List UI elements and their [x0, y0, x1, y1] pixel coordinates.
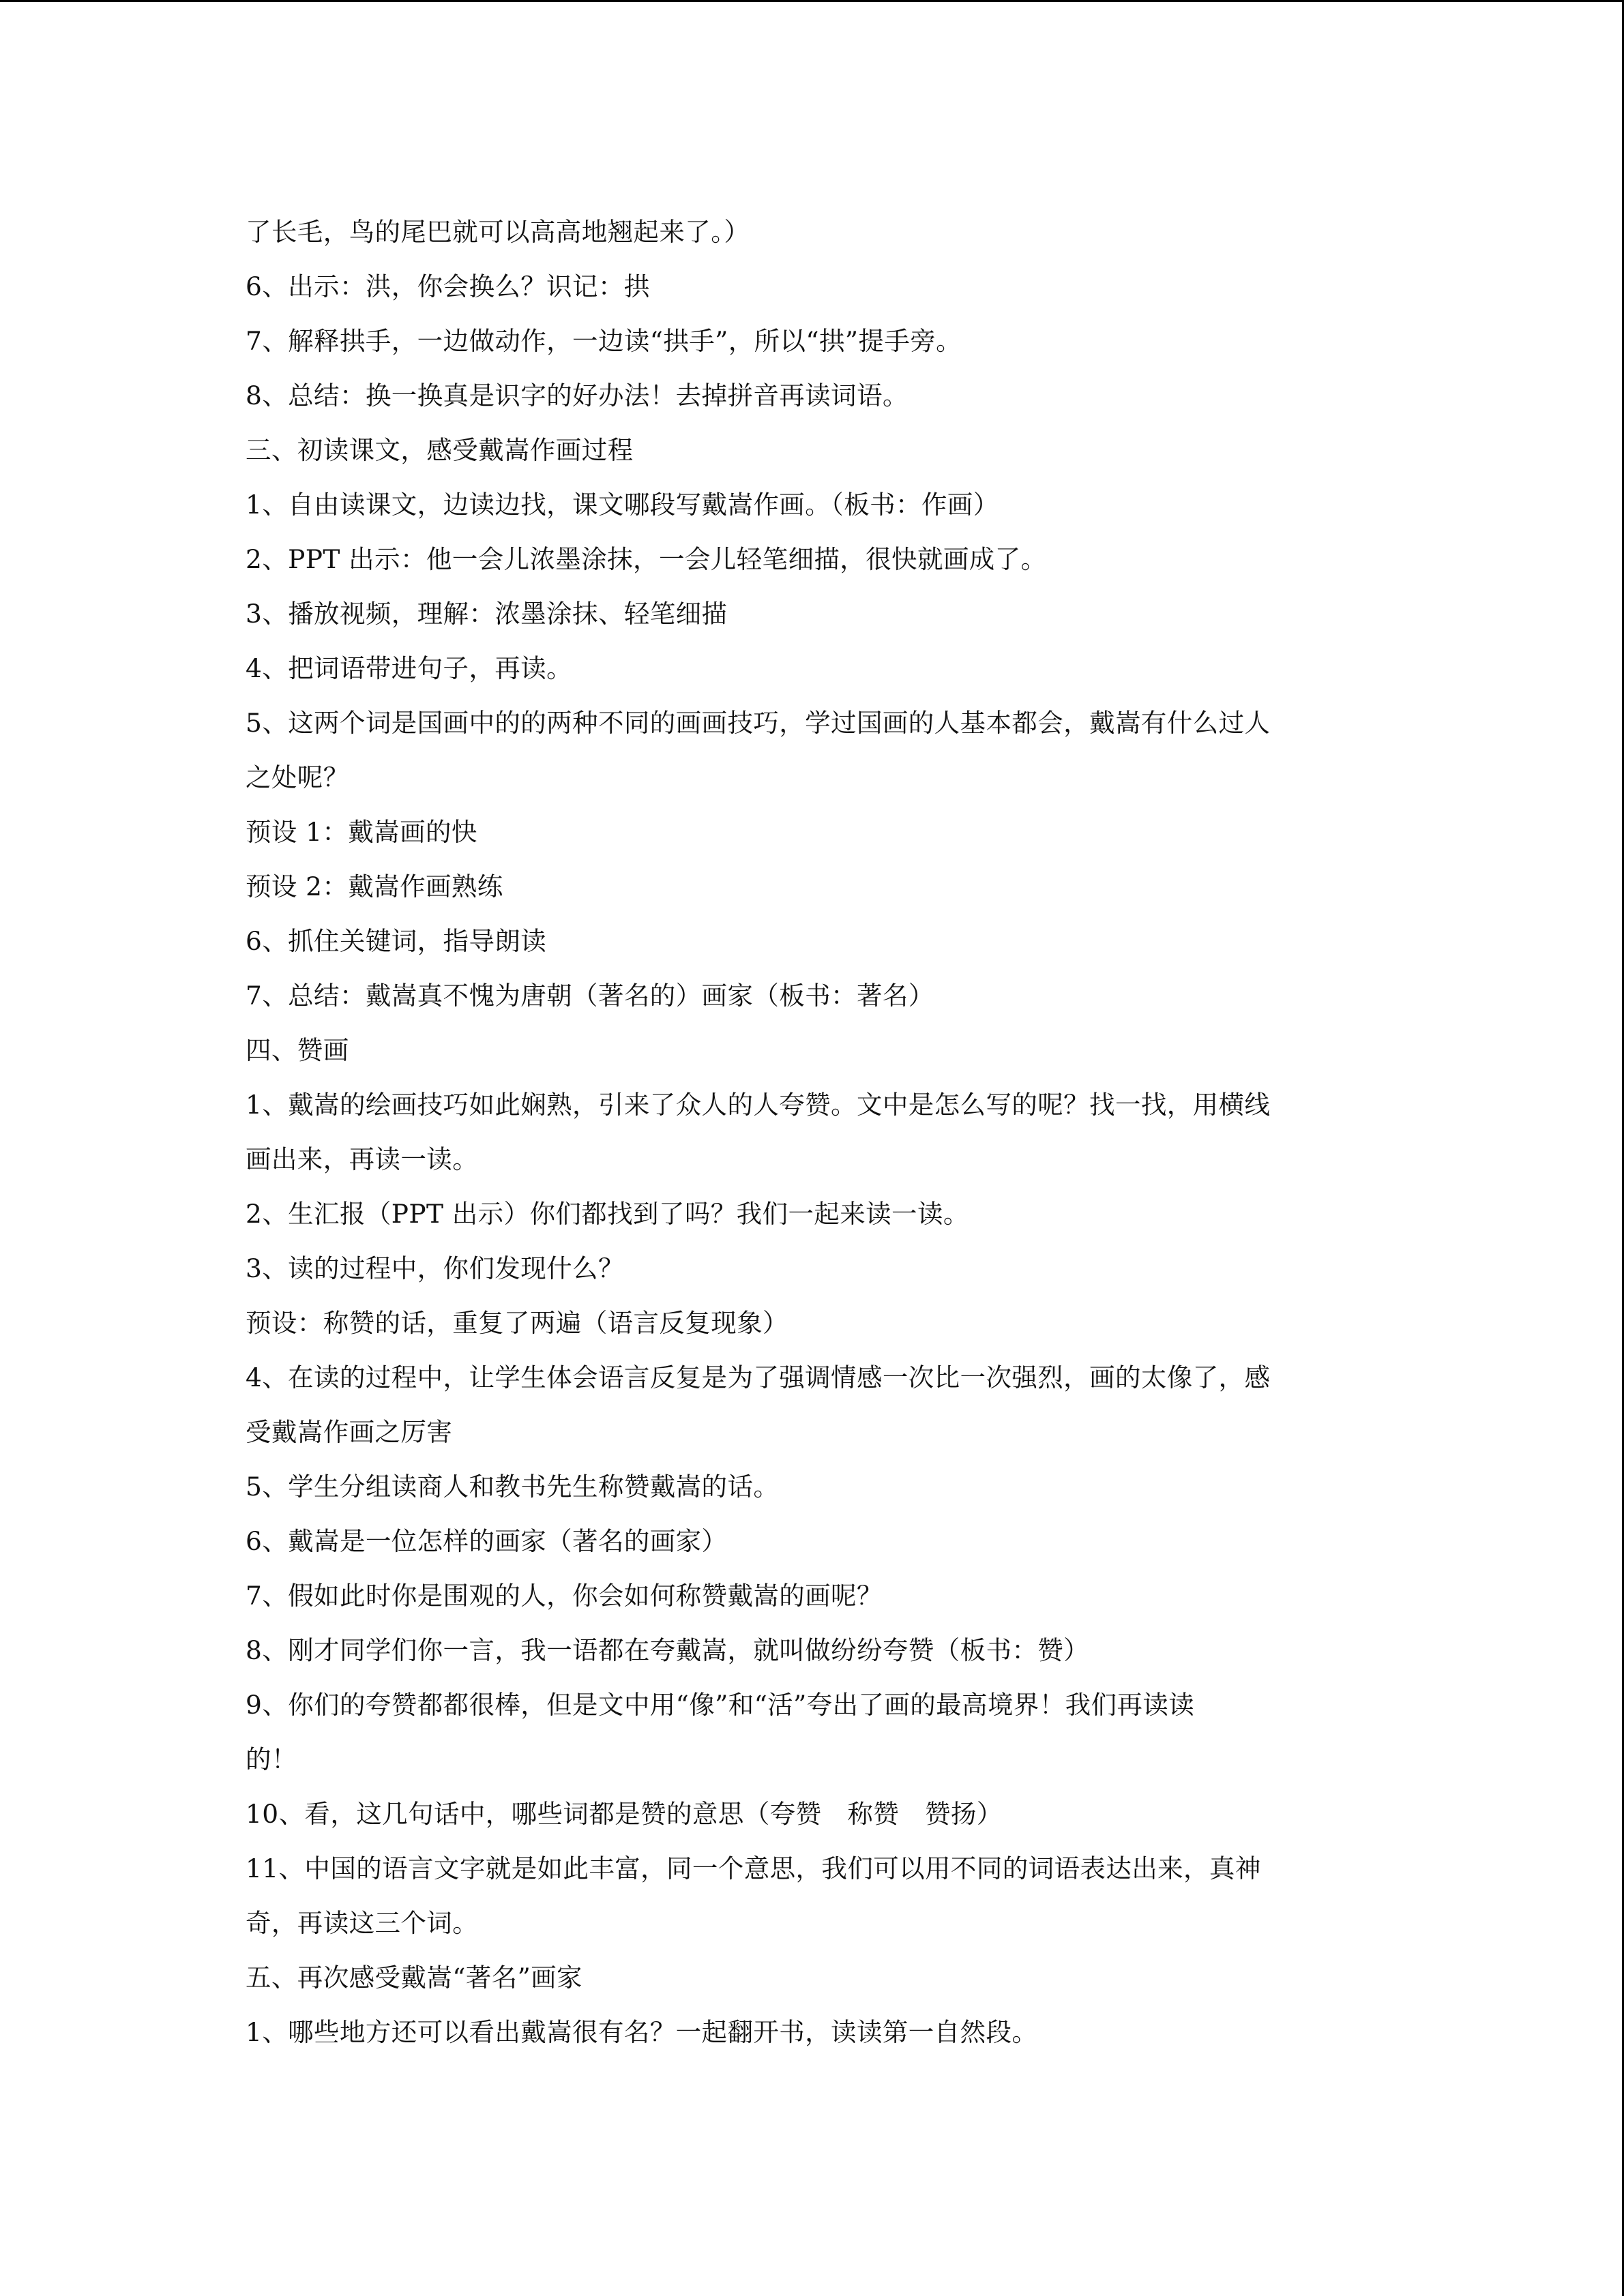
text-line: 8、刚才同学们你一言，我一语都在夸戴嵩，就叫做纷纷夸赞（板书：赞）	[246, 1635, 1090, 1665]
text-line: 3、播放视频，理解：浓墨涂抹、轻笔细描	[246, 599, 728, 629]
text-line: 6、出示：洪，你会换么？识记：拱	[246, 271, 650, 301]
text-line: 受戴嵩作画之厉害	[246, 1417, 453, 1447]
text-line: 3、读的过程中，你们发现什么？	[246, 1253, 624, 1283]
text-line: 5、这两个词是国画中的的两种不同的画画技巧，学过国画的人基本都会，戴嵩有什么过人	[246, 708, 1271, 738]
section-heading: 四、赞画	[246, 1035, 349, 1065]
text-line: 预设：称赞的话，重复了两遍（语言反复现象）	[246, 1308, 788, 1338]
section-heading: 五、再次感受戴嵩“著名”画家	[246, 1963, 582, 1993]
text-line: 10、看，这几句话中，哪些词都是赞的意思（夸赞 称赞 赞扬）	[246, 1799, 1003, 1829]
document-body	[246, 205, 1378, 2059]
text-line: 2、生汇报（PPT 出示）你们都找到了吗？我们一起来读一读。	[246, 1199, 969, 1229]
text-line: 奇，再读这三个词。	[246, 1908, 479, 1938]
text-line: 预设 2：戴嵩作画熟练	[246, 871, 503, 901]
text-line: 7、假如此时你是围观的人，你会如何称赞戴嵩的画呢？	[246, 1581, 883, 1611]
text-line: 1、哪些地方还可以看出戴嵩很有名？一起翻开书，读读第一自然段。	[246, 2017, 1038, 2047]
text-line: 2、PPT 出示：他一会儿浓墨涂抹，一会儿轻笔细描，很快就画成了。	[246, 544, 1047, 574]
text-line: 之处呢？	[246, 762, 349, 792]
text-line: 7、解释拱手，一边做动作，一边读“拱手”，所以“拱”提手旁。	[246, 326, 962, 356]
page-border-top	[0, 0, 1624, 2]
text-line: 6、抓住关键词，指导朗读	[246, 926, 547, 956]
text-line: 预设 1：戴嵩画的快	[246, 817, 477, 847]
text-line: 7、总结：戴嵩真不愧为唐朝（著名的）画家（板书：著名）	[246, 981, 934, 1011]
text-line: 9、你们的夸赞都都很棒，但是文中用“像”和“活”夸出了画的最高境界！我们再读读	[246, 1690, 1195, 1720]
text-line: 画出来，再读一读。	[246, 1144, 479, 1174]
text-line: 的！	[246, 1744, 297, 1774]
text-line: 5、学生分组读商人和教书先生称赞戴嵩的话。	[246, 1472, 780, 1502]
text-line: 1、自由读课文，边读边找，课文哪段写戴嵩作画。（板书：作画）	[246, 490, 999, 520]
text-line: 1、戴嵩的绘画技巧如此娴熟，引来了众人的人夸赞。文中是怎么写的呢？找一找，用横线	[246, 1090, 1271, 1120]
section-heading: 三、初读课文，感受戴嵩作画过程	[246, 435, 634, 465]
text-line: 了长毛，鸟的尾巴就可以高高地翘起来了。）	[246, 217, 750, 247]
text-line: 4、把词语带进句子，再读。	[246, 653, 573, 683]
text-line: 11、中国的语言文字就是如此丰富，同一个意思，我们可以用不同的词语表达出来，真神	[246, 1853, 1261, 1883]
text-line: 6、戴嵩是一位怎样的画家（著名的画家）	[246, 1526, 728, 1556]
text-line: 4、在读的过程中，让学生体会语言反复是为了强调情感一次比一次强烈，画的太像了，感	[246, 1362, 1271, 1392]
text-line: 8、总结：换一换真是识字的好办法！去掉拼音再读词语。	[246, 381, 909, 411]
